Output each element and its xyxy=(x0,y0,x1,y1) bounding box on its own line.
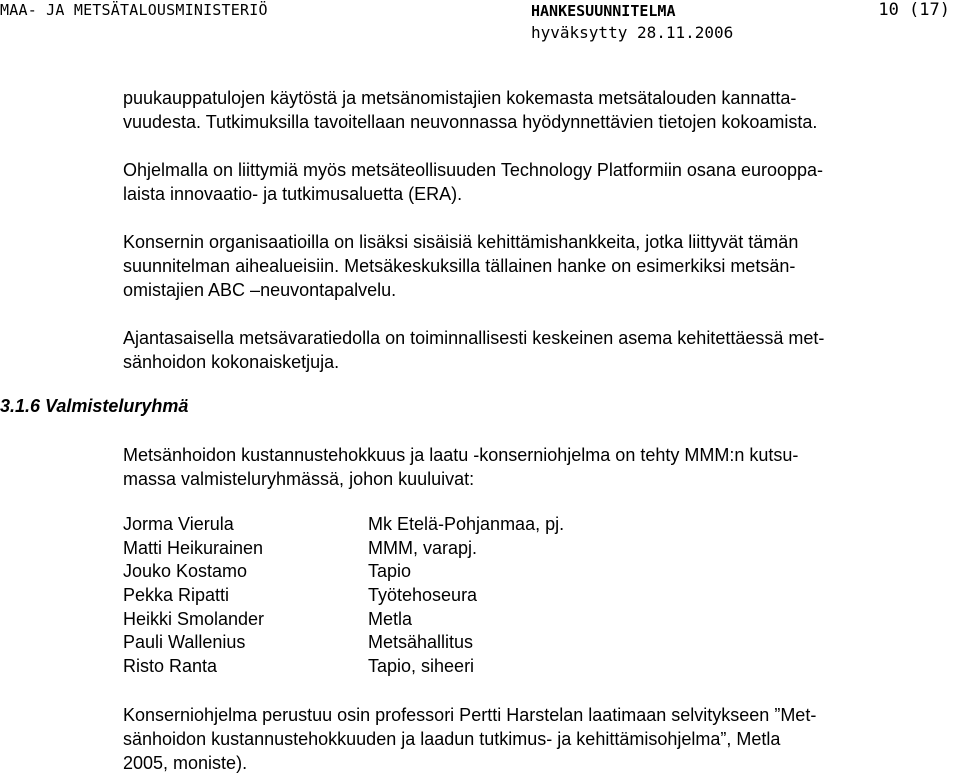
member-name: Matti Heikurainen xyxy=(123,537,264,558)
list-item xyxy=(123,655,623,679)
member-name: Risto Ranta xyxy=(123,656,218,677)
section-heading: 3.1.6 Valmisteluryhmä xyxy=(0,396,189,416)
paragraph-line: Konserniohjelma perustuu osin professori Pertti Harstelan laatimaan selvitykseen ”Met- xyxy=(123,705,817,725)
list-item xyxy=(123,584,623,608)
paragraph-line: sänhoidon kustannustehokkuuden ja laadun tutkimus- ja kehittämisohjelma”, Metla xyxy=(123,729,781,749)
approval-date: hyväksytty 28.11.2006 xyxy=(531,23,734,42)
list-item xyxy=(123,560,623,584)
paragraph-line: sänhoidon kokonaisketjuja. xyxy=(123,352,340,372)
member-organization: Tapio, siheeri xyxy=(368,656,475,677)
list-item xyxy=(123,537,623,561)
paragraph-line: Ohjelmalla on liittymiä myös metsäteollisuuden Technology Platformiin osana eurooppa- xyxy=(123,160,824,180)
paragraph-line: Ajantasaisella metsävaratiedolla on toiminnallisesti keskeinen asema kehitettäessä met- xyxy=(123,328,825,348)
member-name: Heikki Smolander xyxy=(123,608,265,629)
member-organization: Metsähallitus xyxy=(368,632,474,653)
member-organization: Työtehoseura xyxy=(368,585,478,606)
list-item xyxy=(123,513,623,537)
member-organization: Mk Etelä-Pohjanmaa, pj. xyxy=(368,514,565,534)
list-item xyxy=(123,608,623,632)
paragraph-line: omistajien ABC –neuvontapalvelu. xyxy=(123,280,397,300)
paragraph-line: massa valmisteluryhmässä, johon kuuluivat: xyxy=(123,469,475,489)
document-title-block xyxy=(531,1,733,43)
ministry-name: MAA- JA METSÄTALOUSMINISTERIÖ xyxy=(0,1,268,19)
paragraph-line: vuudesta. Tutkimuksilla tavoitellaan neuvonnassa hyödynnettävien tietojen kokoamista. xyxy=(123,112,818,132)
paragraph-closing xyxy=(123,703,913,775)
member-organization: MMM, varapj. xyxy=(368,537,478,558)
member-organization: Metla xyxy=(368,608,413,629)
paragraph-line: 2005, moniste). xyxy=(123,753,248,773)
member-organization: Tapio xyxy=(368,561,412,582)
page-number: 10 (17) xyxy=(878,0,950,20)
section-intro xyxy=(123,443,913,491)
member-list xyxy=(123,513,623,679)
list-item xyxy=(123,631,623,655)
paragraph-line: laista innovaatio- ja tutkimusaluetta (ERA). xyxy=(123,184,463,204)
paragraph-research xyxy=(123,86,913,134)
member-name: Pekka Ripatti xyxy=(123,585,230,606)
paragraph-technology-platform xyxy=(123,158,913,206)
paragraph-forest-data xyxy=(123,326,913,374)
paragraph-line: Metsänhoidon kustannustehokkuus ja laatu -konserniohjelma on tehty MMM:n kutsu- xyxy=(123,445,799,465)
paragraph-line: suunnitelman aihealueisiin. Metsäkeskuksilla tällainen hanke on esimerkiksi metsän- xyxy=(123,256,796,276)
paragraph-line: puukauppatulojen käytöstä ja metsänomistajien kokemasta metsätalouden kannatta- xyxy=(123,88,797,108)
member-name: Jorma Vierula xyxy=(123,514,234,534)
paragraph-line: Konsernin organisaatioilla on lisäksi sisäisiä kehittämishankkeita, jotka liittyvät tämän xyxy=(123,232,799,252)
member-name: Pauli Wallenius xyxy=(123,632,246,653)
document-title: HANKESUUNNITELMA xyxy=(531,2,676,20)
member-name: Jouko Kostamo xyxy=(123,561,248,582)
paragraph-internal-projects xyxy=(123,230,913,302)
